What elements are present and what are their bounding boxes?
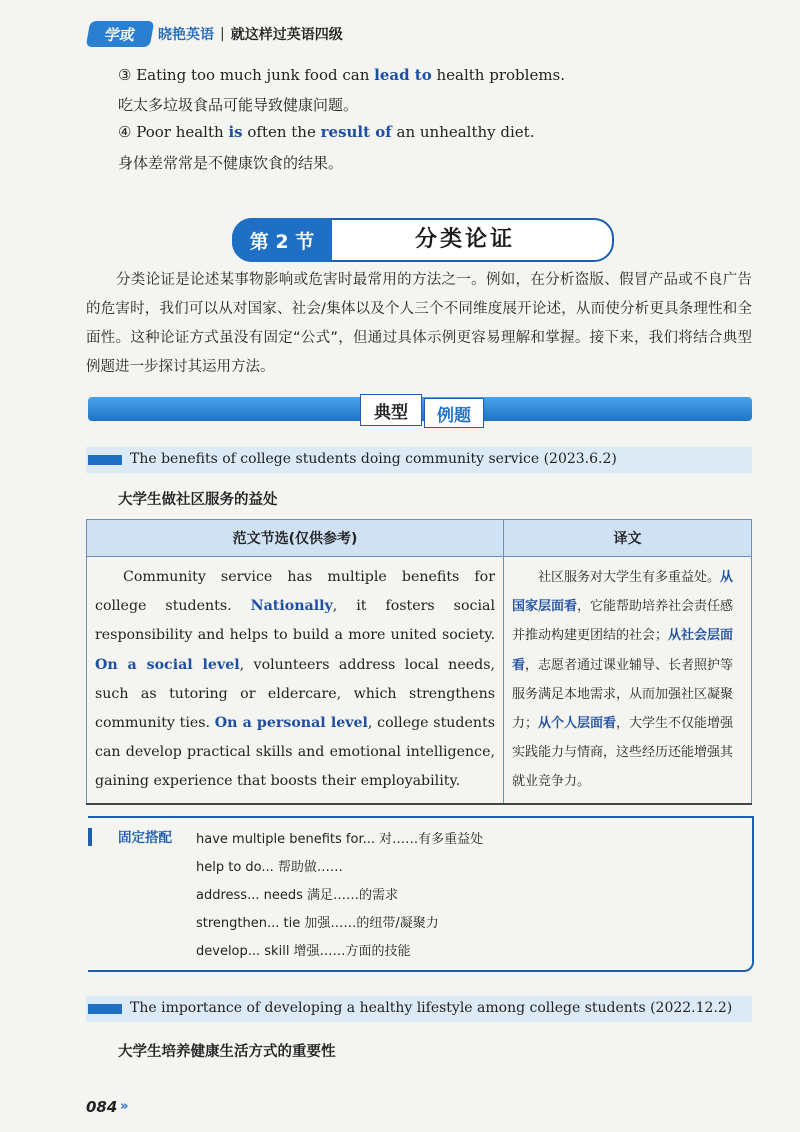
- highlight-phrase: On a social level: [95, 656, 240, 673]
- section-title: 分类论证: [414, 227, 515, 252]
- example-banner-left: 典型: [360, 394, 422, 426]
- text-segment: ③ Eating too much junk food can: [118, 66, 375, 84]
- text-segment: ，大学生不仅能增强实践能力与情商，这些经历还能增强其就业竞争力。: [512, 716, 734, 790]
- logo: 学或: [86, 21, 155, 47]
- question-cn-2: 大学生培养健康生活方式的重要性: [118, 1044, 336, 1060]
- collocation-item: have multiple benefits for... 对……有多重益处: [196, 832, 484, 847]
- text-segment: , volunteers address local needs, such as tutoring or eldercare, which strengthens community ties.: [95, 656, 495, 732]
- example-translation-4: 身体差常常是不健康饮食的结果。: [118, 154, 344, 172]
- text-segment: ④ Poor health: [118, 123, 229, 141]
- intro-paragraph: 分类论证是论述某事物影响或危害时最常用的方法之一。例如，在分析盗版、假冒产品或不良广告的危害时，我们可以从对国家、社会/集体以及个人三个不同维度展开论述，从而使分析更具条理性和全面性。这种论证方式虽没有固定“公式”，但通过具体示例更容易理解和掌握。接下来，我们将结合典型例题进一步探讨其运用方法。: [86, 272, 752, 375]
- collocation-item: address... needs 满足……的需求: [196, 888, 398, 903]
- highlight-phrase: 从个人层面看: [538, 716, 617, 732]
- page-number: 084: [86, 1098, 118, 1116]
- text-segment: , it fosters social responsibility and helps to build a more united society.: [95, 598, 495, 644]
- collocation-item: develop... skill 增强……方面的技能: [196, 944, 411, 959]
- text-segment: often the: [242, 123, 321, 141]
- brand-name: 晓艳英语: [158, 27, 214, 43]
- example-sentence-4: [118, 123, 534, 141]
- page-header: [88, 20, 343, 48]
- text-segment: Community service has multiple benefits for college students.: [95, 569, 495, 615]
- example-translation-3: 吃太多垃圾食品可能导致健康问题。: [118, 96, 359, 114]
- text-segment: 社区服务对大学生有多重益处。: [538, 570, 721, 585]
- highlight-phrase: 从社会层面看: [512, 628, 734, 673]
- question-number-2: [88, 1004, 122, 1014]
- question-cn-1: 大学生做社区服务的益处: [118, 492, 278, 508]
- collocation-item: strengthen... tie 加强……的纽带/凝聚力: [196, 916, 439, 931]
- collocation-label: 固定搭配: [118, 830, 172, 846]
- question-title-2: The importance of developing a healthy lifestyle among college students (2022.12.2): [130, 1000, 733, 1016]
- header-separator: |: [220, 26, 225, 42]
- essay-english: [95, 563, 495, 797]
- text-segment: , college students can develop practical skills and emotional intelligence, gaining experience that boosts their employability.: [95, 715, 496, 790]
- text-segment: an unhealthy diet.: [391, 123, 535, 141]
- book-title: 就这样过英语四级: [230, 27, 343, 43]
- highlight-phrase: lead to: [374, 66, 432, 84]
- essay-table: [86, 519, 752, 805]
- example-banner-right: 例题: [424, 398, 484, 428]
- question-title-1: The benefits of college students doing community service (2023.6.2): [130, 451, 617, 467]
- collocation-marker: [88, 828, 92, 846]
- page-arrow-icon: »: [120, 1099, 129, 1114]
- highlight-phrase: 从国家层面看: [512, 570, 734, 615]
- example-sentence-3: [118, 66, 565, 84]
- highlight-phrase: is: [228, 123, 243, 141]
- table-header-right: 译文: [504, 520, 752, 557]
- highlight-phrase: On a personal level: [214, 715, 368, 732]
- highlight-phrase: result of: [320, 123, 392, 141]
- text-segment: ，它能帮助培养社会责任感并推动构建更团结的社会；: [512, 599, 734, 644]
- table-header-left: 范文节选(仅供参考): [87, 520, 504, 557]
- question-number-1: [88, 455, 122, 465]
- text-segment: ，志愿者通过课业辅导、长者照护等服务满足本地需求，从而加强社区凝聚力；: [512, 657, 734, 732]
- text-segment: health problems.: [431, 66, 566, 84]
- section-number: 第 2 节: [232, 218, 332, 262]
- collocation-item: help to do... 帮助做……: [196, 860, 343, 875]
- essay-translation: [512, 563, 743, 797]
- highlight-phrase: Nationally: [250, 598, 333, 615]
